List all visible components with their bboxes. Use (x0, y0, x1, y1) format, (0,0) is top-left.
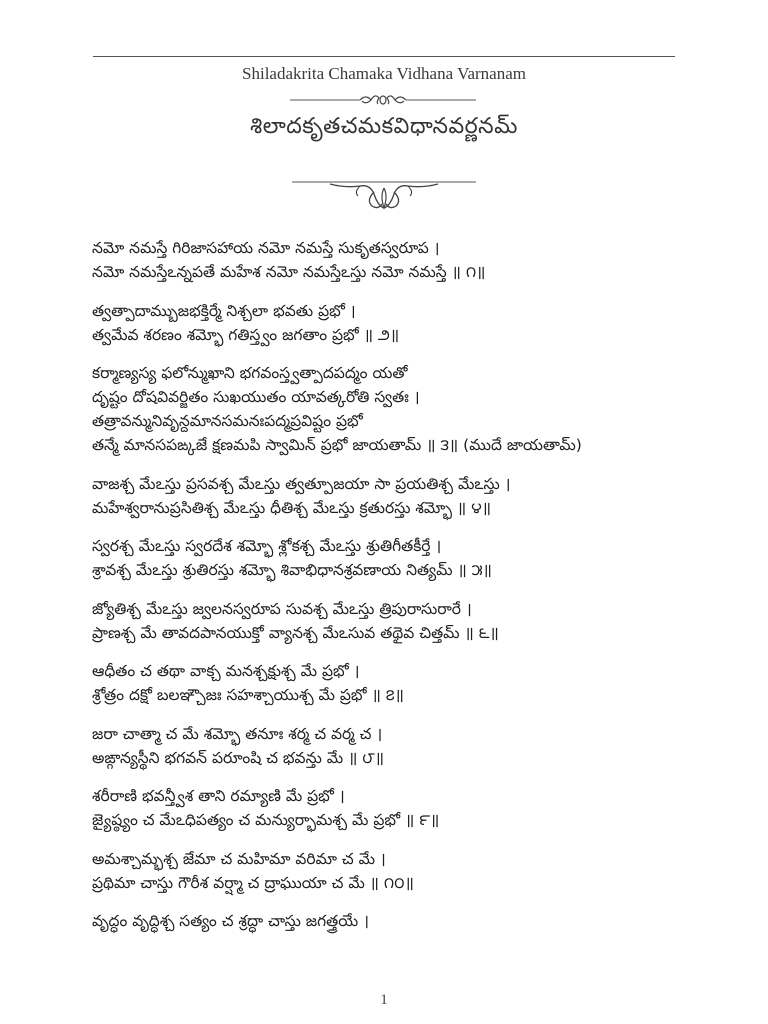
verse-line: ప్రాణశ్చ మే తావదపానయుక్తో వ్యానశ్చ మేఽసువ తథైవ చిత్తమ్ ॥ ౬॥ (92, 623, 499, 642)
verse-line: కర్మాణ్యస్య ఫలోన్ముఖాని భగవంస్త్వత్పాదపద్మం యతో (92, 364, 408, 382)
verse-line: నమో నమస్తే గిరిజాసహాయ నమో నమస్తే సుకృతస్వరూప । (92, 239, 440, 257)
verse-block (92, 847, 732, 895)
vine-ornament (290, 168, 478, 218)
verse-line: త్వమేవ శరణం శమ్భో గతిస్త్వం జగతాం ప్రభో ॥ ౨॥ (92, 325, 400, 344)
verse-line: దృష్టం దోషవివర్జితం సుఖయుతం యావత్కరోతి స్వతః । (92, 388, 420, 406)
verse-block (92, 909, 732, 933)
telugu-title: శిలాదకృతచమకవిధానవర్ణనమ్ (250, 114, 518, 139)
verse-line: జ్యోతిశ్చ మేఽస్తు జ్వలనస్వరూప సువశ్చ మేఽస్తు త్రిపురాసురారే । (92, 599, 472, 618)
verse-line: ఆధీతం చ తథా వాక్చ మనశ్చక్షుశ్చ మే ప్రభో । (92, 662, 360, 680)
verse-line: తన్మే మానసపఙ్కజే క్షణమపి స్వామిన్ ప్రభో జాయతామ్ ॥ ౩॥ (ముదే జాయతామ్) (92, 436, 582, 454)
verse-line: శ్రోత్రం దక్షో బలఞ్చౌజః సహశ్చాయుశ్చ మే ప్రభో ॥ ౭॥ (92, 686, 404, 704)
verse-block (92, 236, 732, 284)
verse-block (92, 722, 732, 770)
verse-line: నమో నమస్తేఽన్నపతే మహేశ నమో నమస్తేఽస్తు నమో నమస్తే ॥ ౧॥ (92, 263, 486, 281)
verse-line: ప్రథిమా చాస్తు గౌరీశ వర్ష్మా చ ద్రాఘుయా చ మే ॥ ౧౦॥ (92, 873, 414, 892)
verse-line: అఙ్గాన్యస్థీని భగవన్ పరూంషి చ భవన్తు మే ॥ ౮॥ (92, 748, 385, 767)
verse-block (92, 597, 732, 645)
verse-line: జరా చాత్మా చ మే శమ్భో తనూః శర్మ చ వర్మ చ । (92, 724, 383, 743)
verse-line: అమశ్చామ్భశ్చ జేమా చ మహిమా వరిమా చ మే । (92, 849, 386, 868)
verse-line: వృద్ధం వృద్ధిశ్చ సత్యం చ శ్రద్ధా చాస్తు జగత్త్రయే । (92, 912, 369, 930)
verse-line: స్వరశ్చ మేఽస్తు స్వరదేశ శమ్భో శ్లోకశ్చ మేఽస్తు శ్రుతిగీతకీర్తే । (92, 537, 442, 555)
verse-list (92, 236, 732, 948)
verse-line: శ్రావశ్చ మేఽస్తు శ్రుతిరస్తు శమ్భో శివాభిధానశ్రవణాయ నిత్యమ్ ॥ ౫॥ (92, 561, 492, 579)
top-rule (93, 56, 675, 57)
verse-block (92, 784, 732, 832)
verse-block (92, 534, 732, 582)
verse-block (92, 299, 732, 347)
verse-line: తత్రావన్మునివృన్దమానసమనఃపద్మప్రవిష్టం ప్రభో (92, 412, 363, 430)
verse-line: జ్యైష్ఠ్యం చ మేఽధిపత్యం చ మన్యుర్భామశ్చ మే ప్రభో ॥ ౯॥ (92, 811, 440, 829)
verse-block (92, 361, 732, 457)
verse-line: త్వత్పాదామ్బుజభక్తిర్మే నిశ్చలా భవతు ప్రభో । (92, 301, 356, 320)
english-title: Shiladakrita Chamaka Vidhana Varnanam (242, 64, 526, 83)
verse-block (92, 472, 732, 520)
verse-line: వాజశ్చ మేఽస్తు ప్రసవశ్చ మేఽస్తు త్వత్పూజయా సా ప్రయతిశ్చ మేఽస్తు । (92, 474, 511, 493)
verse-line: శరీరాణి భవన్త్వీశ తాని రమ్యాణి మే ప్రభో । (92, 787, 345, 805)
page-number: 1 (380, 992, 388, 1008)
verse-line: మహేశ్వరానుప్రసితిశ్చ మేఽస్తు ధీతిశ్చ మేఽస్తు క్రతురస్తు శమ్భో ॥ ౪॥ (92, 498, 492, 517)
flourish-ornament (288, 89, 478, 111)
verse-block (92, 659, 732, 707)
